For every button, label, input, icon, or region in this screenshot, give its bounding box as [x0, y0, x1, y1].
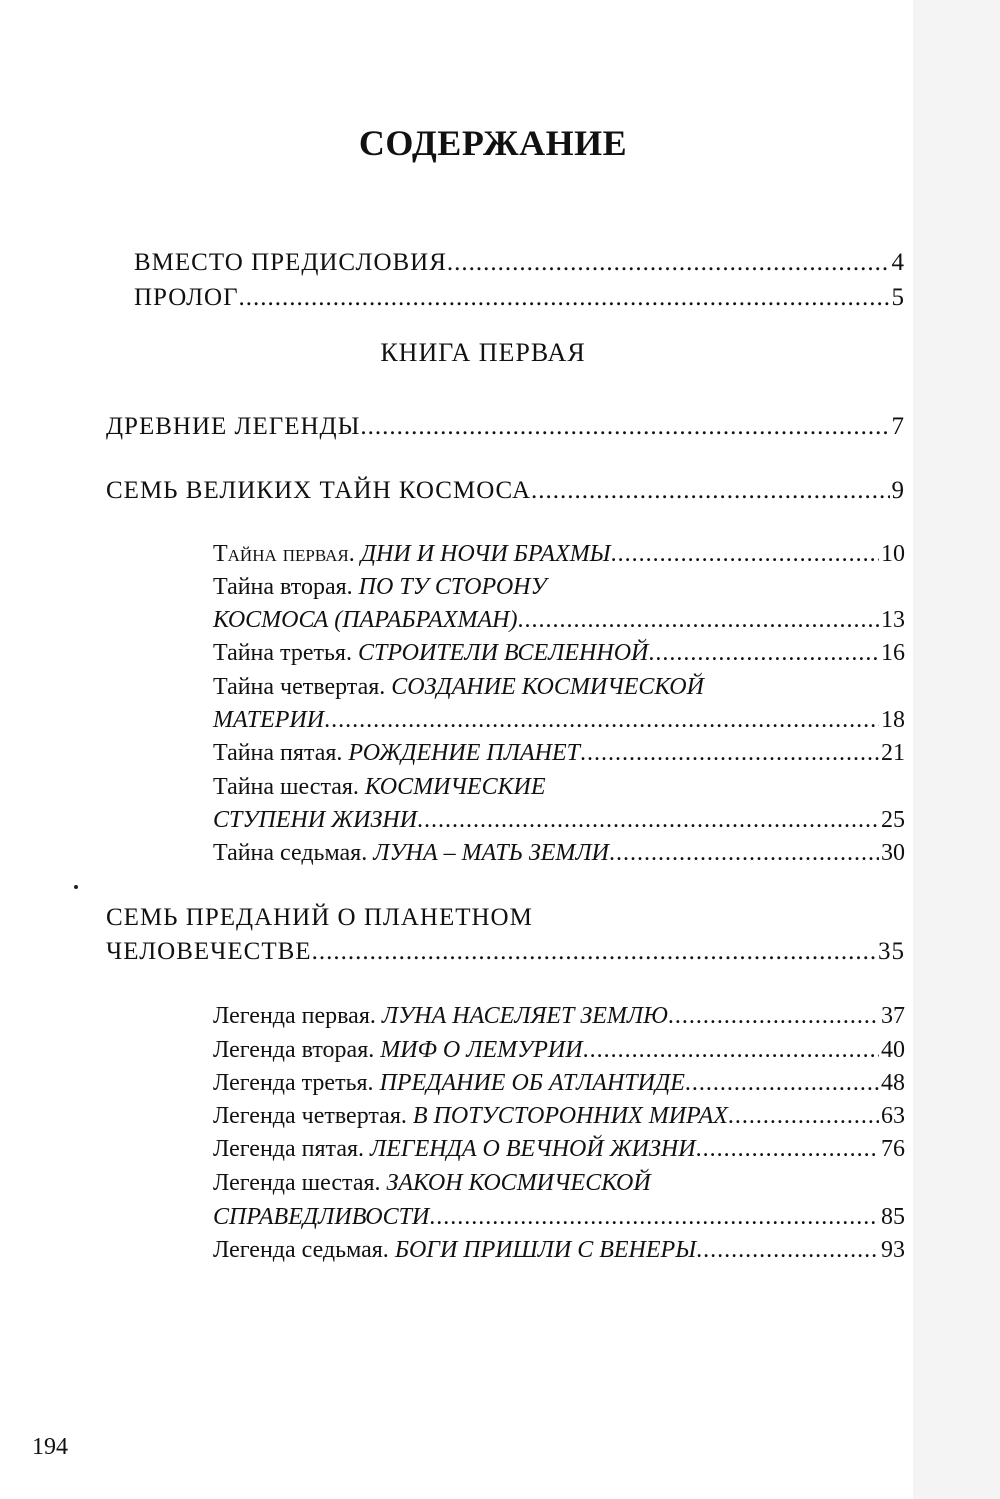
toc-entry-title: В ПОТУСТОРОННИХ МИРАХ — [412, 1103, 728, 1129]
toc-entry-legend-6-first-line[interactable] — [213, 1166, 905, 1200]
toc-entry-seven-legends-first-line[interactable] — [106, 901, 905, 935]
toc-entry-title: ДНИ И НОЧИ БРАХМЫ — [360, 541, 611, 567]
toc-entry-secret-2[interactable] — [213, 603, 905, 637]
toc-page-number: 85 — [881, 1204, 905, 1230]
leader-dots — [728, 1099, 879, 1133]
toc-entry-legend-6[interactable] — [213, 1200, 905, 1234]
toc-entry-prefix: Тайна третья. — [213, 640, 352, 666]
toc-entry-prefix: Легенда шестая. — [213, 1170, 381, 1196]
toc-page-number: 25 — [881, 807, 905, 833]
toc-entry-prefix: Тайна седьмая. — [213, 840, 368, 866]
toc-page-number: 5 — [891, 284, 905, 311]
leader-dots — [685, 1066, 879, 1100]
toc-entry-seven-legends[interactable] — [106, 935, 905, 969]
toc-entry-preface[interactable] — [134, 246, 905, 280]
toc-page-number: 76 — [881, 1136, 905, 1162]
toc-entry-prefix: Легенда третья. — [213, 1070, 374, 1096]
toc-entry-title: ПРЕДАНИЕ ОБ АТЛАНТИДЕ — [379, 1070, 685, 1096]
toc-entry-title: СТРОИТЕЛИ ВСЕЛЕННОЙ — [357, 640, 649, 666]
toc-page-number: 35 — [878, 938, 905, 965]
toc-entry-title: ПО ТУ СТОРОНУ — [358, 574, 547, 600]
toc-page-number: 30 — [881, 840, 905, 866]
stray-mark — [74, 885, 78, 889]
toc-page-number: 16 — [881, 640, 905, 666]
toc-entry-legend-1[interactable] — [213, 999, 905, 1033]
toc-entry-seven-secrets[interactable] — [106, 474, 905, 508]
toc-entry-prefix: Тайна пятая. — [213, 740, 343, 766]
toc-entry-prefix: Тайна шестая. — [213, 774, 359, 800]
book-heading: КНИГА ПЕРВАЯ — [380, 338, 586, 367]
toc-entry-secret-1[interactable] — [213, 537, 905, 571]
toc-entry-prefix: Легенда четвертая. — [213, 1103, 407, 1129]
toc-entry-title: РОЖДЕНИЕ ПЛАНЕТ — [348, 740, 581, 766]
toc-entry-legend-3[interactable] — [213, 1066, 905, 1100]
page-title: СОДЕРЖАНИЕ — [358, 123, 628, 163]
toc-entry-prefix: Тайна четвертая. — [213, 674, 386, 700]
toc-page-number: 18 — [881, 707, 905, 733]
toc-entry-title: КОСМИЧЕСКИЕ — [364, 774, 546, 800]
toc-entry-title: ЛУНА НАСЕЛЯЕТ ЗЕМЛЮ — [381, 1003, 668, 1029]
leader-dots — [447, 246, 890, 280]
toc-page-number: 10 — [881, 541, 905, 567]
toc-entry-label: ДРЕВНИЕ ЛЕГЕНДЫ — [106, 413, 361, 440]
toc-entry-label: ЧЕЛОВЕЧЕСТВЕ — [106, 938, 312, 965]
leader-dots — [517, 603, 879, 637]
toc-entry-prefix: Легенда вторая. — [213, 1037, 375, 1063]
toc-entry-legend-4[interactable] — [213, 1099, 905, 1133]
toc-entry-label: ВМЕСТО ПРЕДИСЛОВИЯ — [134, 249, 447, 276]
page-number: 194 — [32, 1434, 68, 1460]
toc-entry-legend-5[interactable] — [213, 1132, 905, 1166]
toc-page-number: 37 — [881, 1003, 905, 1029]
toc-page-number: 21 — [881, 740, 905, 766]
leader-dots — [417, 803, 879, 837]
toc-entry-title: ЛЕГЕНДА О ВЕЧНОЙ ЖИЗНИ — [370, 1136, 696, 1162]
toc-entry-prefix: Легенда первая. — [213, 1003, 376, 1029]
leader-dots — [648, 636, 879, 670]
toc-page-number: 63 — [881, 1103, 905, 1129]
toc-entry-secret-2-first-line[interactable] — [213, 570, 905, 604]
toc-entry-secret-4-first-line[interactable] — [213, 670, 905, 704]
toc-page-number: 40 — [881, 1037, 905, 1063]
toc-entry-title: СТУПЕНИ ЖИЗНИ — [213, 807, 418, 833]
toc-entry-prefix: Легенда пятая. — [213, 1136, 365, 1162]
toc-entry-prefix: Тайна первая. — [213, 541, 355, 567]
toc-entry-secret-5[interactable] — [213, 736, 905, 770]
leader-dots — [360, 410, 889, 444]
toc-page-number: 7 — [891, 413, 905, 440]
toc-page-number: 13 — [881, 607, 905, 633]
toc-entry-title: СОЗДАНИЕ КОСМИЧЕСКОЙ — [391, 674, 704, 700]
leader-dots — [696, 1233, 879, 1267]
toc-page-number: 9 — [891, 477, 905, 504]
toc-entry-label: СЕМЬ ПРЕДАНИЙ О ПЛАНЕТНОМ — [106, 904, 533, 931]
toc-page-number: 93 — [881, 1237, 905, 1263]
toc-entry-title: КОСМОСА (ПАРАБРАХМАН) — [213, 607, 518, 633]
leader-dots — [611, 537, 879, 571]
leader-dots — [531, 474, 889, 508]
toc-entry-title: ЛУНА – МАТЬ ЗЕМЛИ — [373, 840, 609, 866]
toc-page-number: 4 — [891, 249, 905, 276]
toc-entry-label: ПРОЛОГ — [134, 284, 239, 311]
leader-dots — [429, 1200, 879, 1234]
toc-entry-secret-3[interactable] — [213, 636, 905, 670]
leader-dots — [696, 1132, 879, 1166]
leader-dots — [583, 1033, 879, 1067]
toc-entry-secret-6[interactable] — [213, 803, 905, 837]
toc-entry-title: СПРАВЕДЛИВОСТИ — [213, 1204, 430, 1230]
toc-entry-legend-2[interactable] — [213, 1033, 905, 1067]
toc-entry-title: МИФ О ЛЕМУРИИ — [380, 1037, 583, 1063]
toc-entry-label: СЕМЬ ВЕЛИКИХ ТАЙН КОСМОСА — [106, 477, 532, 504]
toc-entry-prefix: Легенда седьмая. — [213, 1237, 389, 1263]
toc-entry-secret-6-first-line[interactable] — [213, 770, 905, 804]
toc-page-number: 48 — [881, 1070, 905, 1096]
leader-dots — [239, 281, 890, 315]
toc-entry-secret-7[interactable] — [213, 836, 905, 870]
leader-dots — [324, 703, 879, 737]
toc-entry-title: ЗАКОН КОСМИЧЕСКОЙ — [386, 1170, 651, 1196]
toc-entry-secret-4[interactable] — [213, 703, 905, 737]
toc-entry-title: БОГИ ПРИШЛИ С ВЕНЕРЫ — [394, 1237, 697, 1263]
toc-entry-ancient-legends[interactable] — [106, 410, 905, 444]
leader-dots — [668, 999, 879, 1033]
leader-dots — [580, 736, 879, 770]
page-gutter — [913, 0, 1000, 1499]
toc-entry-title: МАТЕРИИ — [213, 707, 325, 733]
toc-entry-prefix: Тайна вторая. — [213, 574, 353, 600]
toc-entry-prologue[interactable] — [134, 281, 905, 315]
toc-entry-legend-7[interactable] — [213, 1233, 905, 1267]
leader-dots — [312, 935, 876, 969]
leader-dots — [609, 836, 879, 870]
